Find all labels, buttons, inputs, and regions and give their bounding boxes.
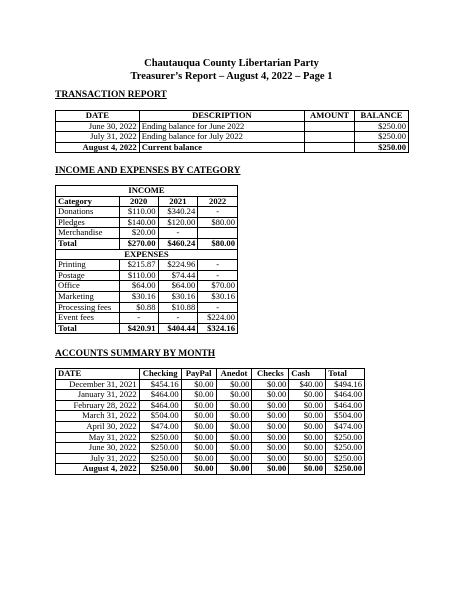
cell: Office bbox=[56, 281, 120, 292]
table-row bbox=[56, 400, 365, 411]
cell: $0.00 bbox=[252, 390, 289, 401]
cell: $40.00 bbox=[289, 379, 326, 390]
cell: $0.00 bbox=[181, 453, 216, 464]
cell: $0.00 bbox=[216, 400, 252, 411]
cell: $70.00 bbox=[198, 281, 238, 292]
income-expenses-title: INCOME AND EXPENSES BY CATEGORY bbox=[55, 166, 241, 176]
cell: June 30, 2022 bbox=[56, 121, 140, 132]
cell: $64.00 bbox=[158, 281, 198, 292]
cell bbox=[305, 132, 355, 143]
cell: January 31, 2022 bbox=[56, 390, 140, 401]
cell: $250.00 bbox=[326, 432, 365, 443]
cell: $250.00 bbox=[139, 453, 181, 464]
cell: $140.00 bbox=[119, 217, 158, 228]
table-row bbox=[56, 443, 365, 454]
cell: $0.00 bbox=[216, 432, 252, 443]
cell: $0.00 bbox=[216, 379, 252, 390]
cell: $0.00 bbox=[289, 453, 326, 464]
cell: August 4, 2022 bbox=[56, 142, 140, 153]
table-row bbox=[56, 217, 238, 228]
cell: December 31, 2021 bbox=[56, 379, 140, 390]
cell: $420.91 bbox=[119, 323, 158, 334]
cell: $0.00 bbox=[181, 443, 216, 454]
col-header: 2021 bbox=[158, 196, 198, 207]
cell: $250.00 bbox=[139, 443, 181, 454]
col-header: Anedot bbox=[216, 369, 252, 380]
cell: Printing bbox=[56, 260, 120, 271]
table-header-row bbox=[56, 196, 238, 207]
cell: $0.00 bbox=[252, 379, 289, 390]
cell: Postage bbox=[56, 270, 120, 281]
cell: Processing fees bbox=[56, 302, 120, 313]
cell: $0.00 bbox=[252, 443, 289, 454]
cell: August 4, 2022 bbox=[56, 464, 140, 475]
cell: $250.00 bbox=[139, 432, 181, 443]
cell: $0.00 bbox=[289, 421, 326, 432]
cell: $324.16 bbox=[198, 323, 238, 334]
cell: $0.00 bbox=[289, 464, 326, 475]
cell: $0.00 bbox=[252, 400, 289, 411]
cell: $460.24 bbox=[158, 238, 198, 249]
cell: $0.00 bbox=[252, 453, 289, 464]
cell: $224.96 bbox=[158, 260, 198, 271]
table-header-row bbox=[56, 369, 365, 380]
cell bbox=[305, 142, 355, 153]
cell: $340.24 bbox=[158, 207, 198, 218]
table-row bbox=[56, 421, 365, 432]
cell: - bbox=[198, 270, 238, 281]
cell: $404.44 bbox=[158, 323, 198, 334]
table-header-row bbox=[56, 111, 409, 122]
table-row bbox=[56, 207, 238, 218]
cell: $464.00 bbox=[326, 390, 365, 401]
cell: $0.00 bbox=[216, 421, 252, 432]
cell: $0.00 bbox=[181, 411, 216, 422]
cell: $0.00 bbox=[181, 390, 216, 401]
cell: Donations bbox=[56, 207, 120, 218]
col-header: AMOUNT bbox=[305, 111, 355, 122]
table-row bbox=[56, 464, 365, 475]
table-row bbox=[56, 121, 409, 132]
cell: $74.44 bbox=[158, 270, 198, 281]
cell: $30.16 bbox=[158, 291, 198, 302]
table-row bbox=[56, 432, 365, 443]
cell: $0.00 bbox=[181, 421, 216, 432]
cell: $0.00 bbox=[181, 379, 216, 390]
cell: July 31, 2022 bbox=[56, 132, 140, 143]
transaction-table bbox=[55, 110, 409, 153]
cell: $0.00 bbox=[181, 432, 216, 443]
cell: $0.00 bbox=[252, 464, 289, 475]
table-row bbox=[56, 390, 365, 401]
expenses-header: EXPENSES bbox=[56, 249, 238, 260]
cell: $0.00 bbox=[289, 432, 326, 443]
cell: Total bbox=[56, 238, 120, 249]
col-header: Cash bbox=[289, 369, 326, 380]
cell: $454.16 bbox=[139, 379, 181, 390]
report-heading-line2: Treasurer’s Report – August 4, 2022 – Page 1 bbox=[130, 71, 333, 82]
cell: Merchandise bbox=[56, 228, 120, 239]
cell: $20.00 bbox=[119, 228, 158, 239]
table-row bbox=[56, 323, 238, 334]
table-row bbox=[56, 270, 238, 281]
cell: May 31, 2022 bbox=[56, 432, 140, 443]
cell: Ending balance for June 2022 bbox=[139, 121, 304, 132]
col-header: Checking bbox=[139, 369, 181, 380]
col-header: 2020 bbox=[119, 196, 158, 207]
cell: April 30, 2022 bbox=[56, 421, 140, 432]
cell: $250.00 bbox=[326, 453, 365, 464]
table-row bbox=[56, 313, 238, 324]
income-header: INCOME bbox=[56, 186, 238, 197]
income-expenses-table bbox=[55, 185, 238, 334]
cell: $250.00 bbox=[326, 464, 365, 475]
transaction-report-title: TRANSACTION REPORT bbox=[55, 90, 167, 100]
col-header: Total bbox=[326, 369, 365, 380]
cell: $0.00 bbox=[181, 464, 216, 475]
cell: $0.00 bbox=[252, 411, 289, 422]
table-row bbox=[56, 411, 365, 422]
cell: Current balance bbox=[139, 142, 304, 153]
table-row bbox=[56, 291, 238, 302]
cell: $80.00 bbox=[198, 217, 238, 228]
col-header: DATE bbox=[56, 369, 140, 380]
cell: $30.16 bbox=[119, 291, 158, 302]
col-header: 2022 bbox=[198, 196, 238, 207]
cell: $0.88 bbox=[119, 302, 158, 313]
accounts-summary-table bbox=[55, 368, 365, 475]
table-row bbox=[56, 260, 238, 271]
table-row bbox=[56, 249, 238, 260]
cell: $250.00 bbox=[139, 464, 181, 475]
cell: $250.00 bbox=[355, 121, 409, 132]
cell: $494.16 bbox=[326, 379, 365, 390]
cell: $250.00 bbox=[355, 142, 409, 153]
cell: $224.00 bbox=[198, 313, 238, 324]
cell: March 31, 2022 bbox=[56, 411, 140, 422]
cell bbox=[198, 228, 238, 239]
cell: Marketing bbox=[56, 291, 120, 302]
col-header: Checks bbox=[252, 369, 289, 380]
cell: Event fees bbox=[56, 313, 120, 324]
table-row bbox=[56, 186, 238, 197]
cell: $30.16 bbox=[198, 291, 238, 302]
cell: - bbox=[198, 207, 238, 218]
cell: July 31, 2022 bbox=[56, 453, 140, 464]
cell: $250.00 bbox=[355, 132, 409, 143]
cell: $0.00 bbox=[252, 421, 289, 432]
cell: $10.88 bbox=[158, 302, 198, 313]
table-row bbox=[56, 238, 238, 249]
table-row bbox=[56, 453, 365, 464]
cell: $110.00 bbox=[119, 207, 158, 218]
cell bbox=[305, 121, 355, 132]
cell: - bbox=[158, 228, 198, 239]
cell: $0.00 bbox=[289, 443, 326, 454]
cell: $120.00 bbox=[158, 217, 198, 228]
cell: June 30, 2022 bbox=[56, 443, 140, 454]
table-row bbox=[56, 132, 409, 143]
cell: $0.00 bbox=[216, 443, 252, 454]
cell: $64.00 bbox=[119, 281, 158, 292]
cell: February 28, 2022 bbox=[56, 400, 140, 411]
table-row bbox=[56, 302, 238, 313]
table-row bbox=[56, 379, 365, 390]
cell: $0.00 bbox=[216, 411, 252, 422]
cell: - bbox=[198, 302, 238, 313]
cell: $215.87 bbox=[119, 260, 158, 271]
cell: $0.00 bbox=[216, 453, 252, 464]
cell: $474.00 bbox=[139, 421, 181, 432]
cell: $504.00 bbox=[139, 411, 181, 422]
cell: $464.00 bbox=[139, 390, 181, 401]
col-header: DESCRIPTION bbox=[139, 111, 304, 122]
report-heading-line1: Chautauqua County Libertarian Party bbox=[144, 58, 319, 69]
table-row bbox=[56, 228, 238, 239]
cell: $0.00 bbox=[216, 390, 252, 401]
cell: Total bbox=[56, 323, 120, 334]
cell: $464.00 bbox=[326, 400, 365, 411]
cell: $474.00 bbox=[326, 421, 365, 432]
cell: Ending balance for July 2022 bbox=[139, 132, 304, 143]
cell: $0.00 bbox=[289, 400, 326, 411]
cell: $0.00 bbox=[252, 432, 289, 443]
cell: $270.00 bbox=[119, 238, 158, 249]
cell: $0.00 bbox=[216, 464, 252, 475]
cell: $504.00 bbox=[326, 411, 365, 422]
col-header: PayPal bbox=[181, 369, 216, 380]
cell: $0.00 bbox=[289, 390, 326, 401]
cell: $80.00 bbox=[198, 238, 238, 249]
cell: - bbox=[158, 313, 198, 324]
cell: Pledges bbox=[56, 217, 120, 228]
col-header: Category bbox=[56, 196, 120, 207]
col-header: DATE bbox=[56, 111, 140, 122]
cell: $0.00 bbox=[289, 411, 326, 422]
cell: - bbox=[198, 260, 238, 271]
table-row bbox=[56, 281, 238, 292]
cell: $110.00 bbox=[119, 270, 158, 281]
table-row bbox=[56, 142, 409, 153]
cell: $0.00 bbox=[181, 400, 216, 411]
accounts-summary-title: ACCOUNTS SUMMARY BY MONTH bbox=[55, 349, 216, 359]
cell: $250.00 bbox=[326, 443, 365, 454]
cell: - bbox=[119, 313, 158, 324]
cell: $464.00 bbox=[139, 400, 181, 411]
col-header: BALANCE bbox=[355, 111, 409, 122]
